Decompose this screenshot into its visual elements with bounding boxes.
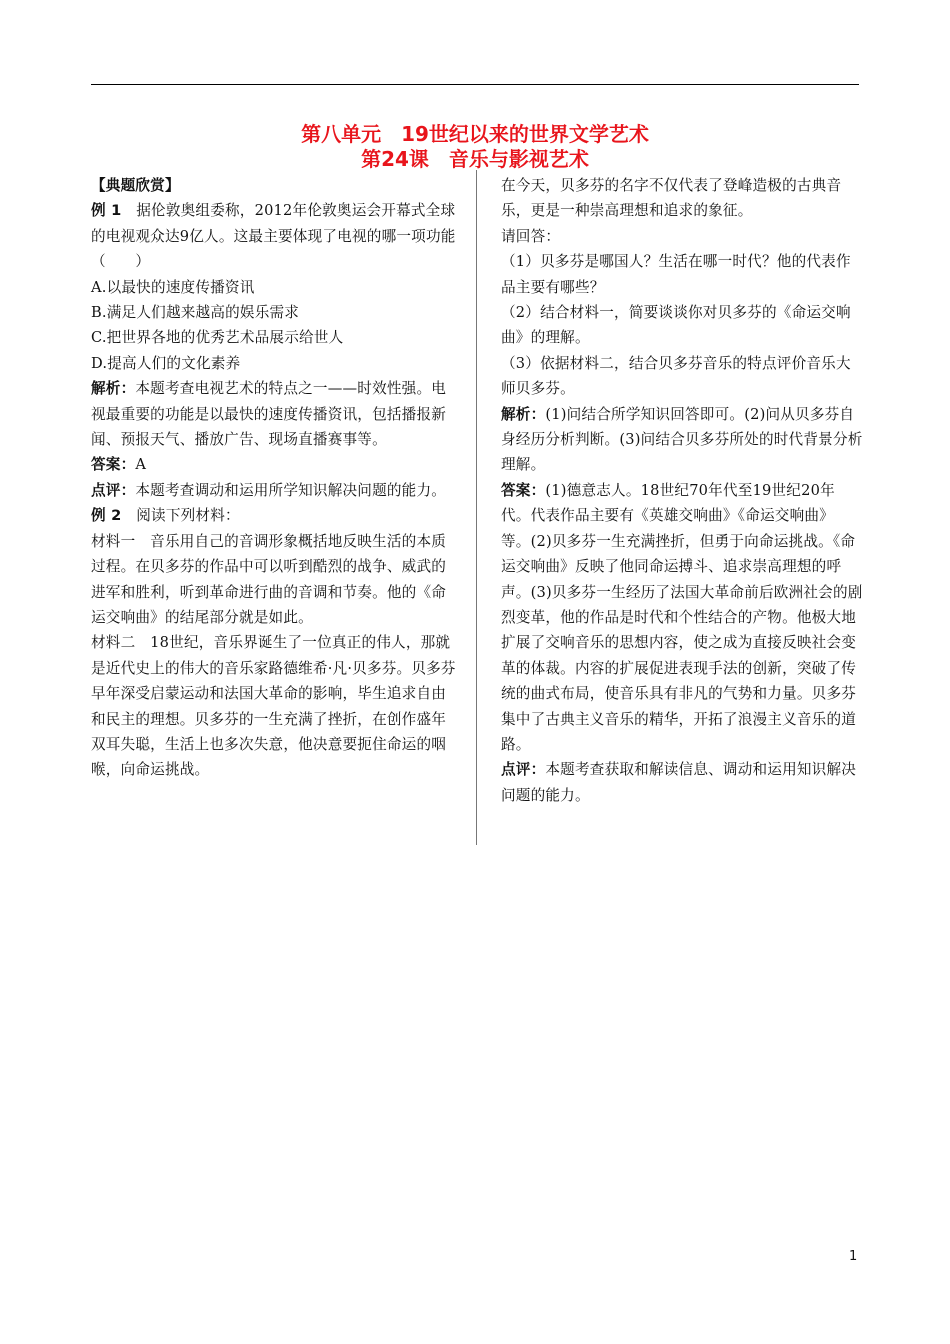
question-2: （2）结合材料一，简要谈谈你对贝多芬的《命运交响曲》的理解。 — [501, 304, 851, 347]
material-2: 材料二 18世纪，音乐界诞生了一位真正的伟人，那就是近代史上的伟大的音乐家路德维希·凡·贝多芬。贝多芬早年深受启蒙运动和法国大革命的影响，毕生追求自由和民主的理想。贝多芬的一生充满了挫折，在创作盛年双耳失聪，生活上也多次失意，他决意要扼住命运的咽喉，向命运挑战。 — [91, 634, 456, 779]
unit-title: 第八单元 19世纪以来的世界文学艺术 — [301, 122, 649, 146]
analysis-label: 解析： — [501, 405, 546, 423]
analysis-label: 解析： — [91, 380, 136, 398]
left-column — [91, 173, 456, 783]
comment-label: 点评： — [91, 481, 136, 499]
example-2-prompt: 阅读下列材料： — [121, 507, 240, 525]
example-2-stem — [91, 503, 456, 528]
comment-label: 点评： — [501, 761, 546, 779]
comment-text: 本题考查获取和解读信息、调动和运用知识解决问题的能力。 — [501, 761, 857, 804]
analysis-text: (1)问结合所学知识回答即可。(2)问从贝多芬自身经历分析判断。(3)问结合贝多芬所处的时代背景分析理解。 — [501, 405, 863, 474]
example-1-answer — [91, 452, 456, 477]
lesson-title: 第24课 音乐与影视艺术 — [361, 147, 589, 171]
section-heading: 【典题欣赏】 — [91, 177, 180, 194]
example-1-analysis — [91, 376, 456, 452]
answer-label: 答案： — [501, 481, 546, 499]
example-1-question: 据伦敦奥组委称，2012年伦敦奥运会开幕式全球的电视观众达9亿人。这最主要体现了电视的哪一项功能（ ） — [91, 202, 456, 271]
example-1-comment — [91, 478, 456, 503]
example-1-stem — [91, 198, 456, 274]
material-1: 材料一 音乐用自己的音调形象概括地反映生活的本质过程。在贝多芬的作品中可以听到酷烈的战争、威武的进军和胜利，听到革命进行曲的音调和节奏。他的《命运交响曲》的结尾部分就是如此。 — [91, 532, 447, 626]
question-3: （3）依据材料二，结合贝多芬音乐的特点评价音乐大师贝多芬。 — [501, 354, 851, 398]
option-d: D.提高人们的文化素养 — [91, 354, 241, 372]
example-2-answer — [501, 478, 863, 757]
answer-text: (1)德意志人。18世纪70年代至19世纪20年代。代表作品主要有《英雄交响曲》《命运交响曲》等。(2)贝多芬一生充满挫折，但勇于向命运挑战。《命运交响曲》反映了他同命运搏斗、追求崇高理想的呼声。(3)贝多芬一生经历了法国大革命前后欧洲社会的剧烈变革，他的作品是时代和个性结合的产物。他极大地扩展了交响音乐的思想内容，使之成为直接反映社会变革的体裁。内容的扩展促进表现手法的创新，突破了传统的曲式布局，使音乐具有非凡的气势和力量。贝多芬集中了古典主义音乐的精华，开拓了浪漫主义音乐的道路。 — [501, 481, 863, 753]
question-1: （1）贝多芬是哪国人？生活在哪一时代？他的代表作品主要有哪些？ — [501, 253, 851, 296]
page-number: 1 — [849, 1249, 858, 1264]
example-2-analysis — [501, 402, 863, 478]
example-1-label: 例 1 — [91, 202, 122, 220]
option-a: A.以最快的速度传播资讯 — [91, 278, 255, 296]
material-2-continuation: 在今天，贝多芬的名字不仅代表了登峰造极的古典音乐，更是一种崇高理想和追求的象征。 — [501, 177, 842, 220]
answer-text: A — [135, 456, 147, 474]
header-rule — [91, 84, 859, 85]
option-c: C.把世界各地的优秀艺术品展示给世人 — [91, 329, 344, 347]
question-prompt: 请回答： — [501, 227, 561, 245]
option-b: B.满足人们越来越高的娱乐需求 — [91, 304, 300, 322]
analysis-text: 本题考查电视艺术的特点之一——时效性强。电视最重要的功能是以最快的速度传播资讯，包括播报新闻、预报天气、播放广告、现场直播赛事等。 — [91, 380, 447, 449]
right-column — [501, 173, 863, 808]
example-2-comment — [501, 757, 863, 808]
answer-label: 答案： — [91, 456, 136, 474]
column-divider — [476, 170, 477, 845]
comment-text: 本题考查调动和运用所学知识解决问题的能力。 — [135, 481, 447, 499]
example-2-label: 例 2 — [91, 507, 122, 525]
